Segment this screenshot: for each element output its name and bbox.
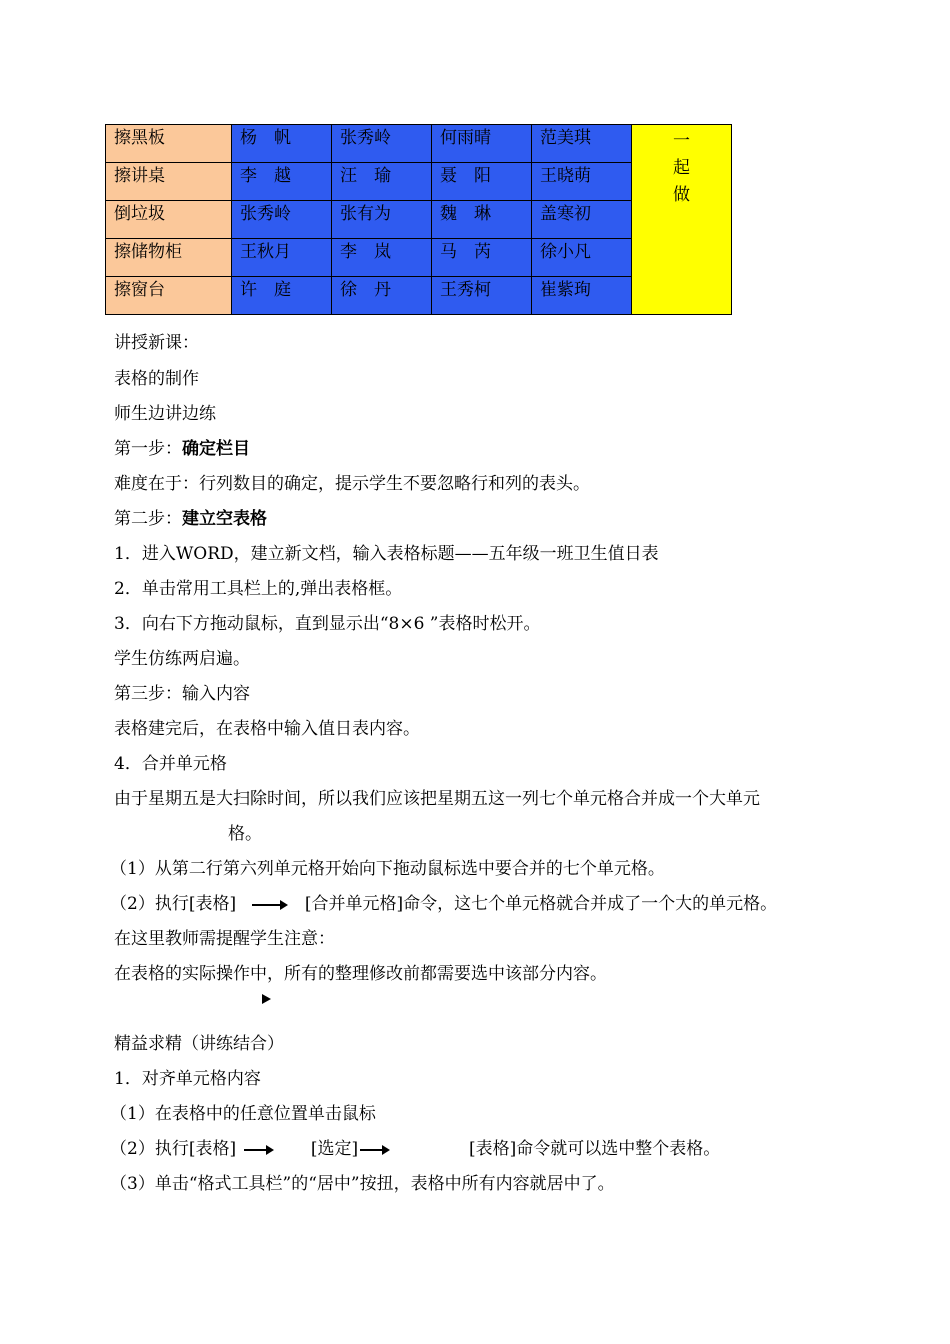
merged-cell bbox=[632, 125, 732, 315]
arrow-right-icon bbox=[250, 898, 290, 912]
line-sub1: （1）从第二行第六列单元格开始向下拖动鼠标选中要合并的七个单元格。 bbox=[110, 859, 665, 879]
name-cell: 王秀柯 bbox=[432, 277, 532, 315]
line-refine: 精益求精（讲练结合） bbox=[114, 1034, 284, 1054]
task-cell: 擦储物柜 bbox=[106, 239, 232, 277]
name-cell: 盖寒初 bbox=[532, 201, 632, 239]
table-row bbox=[106, 125, 732, 163]
line-item3: 3．向右下方拖动鼠标，直到显示出“8×6 ”表格时松开。 bbox=[114, 614, 541, 634]
name-cell: 王晓萌 bbox=[532, 163, 632, 201]
line-reason: 由于星期五是大扫除时间，所以我们应该把星期五这一列七个单元格合并成一个大单元 bbox=[114, 789, 760, 809]
line-align-sub1: （1）在表格中的任意位置单击鼠标 bbox=[110, 1104, 376, 1124]
name-cell: 徐小凡 bbox=[532, 239, 632, 277]
line-reason-cont: 格。 bbox=[228, 824, 262, 844]
name-cell: 王秋月 bbox=[232, 239, 332, 277]
line-sub2: （2）执行[表格] [合并单元格]命令，这七个单元格就合并成了一个大的单元格。 bbox=[110, 894, 778, 914]
line-align-sub3: （3）单击“格式工具栏”的“居中”按扭，表格中所有内容就居中了。 bbox=[110, 1174, 615, 1194]
task-cell: 擦黑板 bbox=[106, 125, 232, 163]
line-align-sub2: （2）执行[表格] [选定] [表格]命令就可以选中整个表格。 bbox=[110, 1139, 721, 1159]
line-item2: 2．单击常用工具栏上的,弹出表格框。 bbox=[114, 579, 403, 599]
line-input: 表格建完后，在表格中输入值日表内容。 bbox=[114, 719, 420, 739]
name-cell: 张秀岭 bbox=[332, 125, 432, 163]
line-step1: 第一步：确定栏目 bbox=[114, 439, 250, 459]
triangle-right-icon bbox=[262, 994, 271, 1004]
line-step2: 第二步：建立空表格 bbox=[114, 509, 267, 529]
line-note: 在这里教师需提醒学生注意： bbox=[114, 929, 335, 949]
name-cell: 杨 帆 bbox=[232, 125, 332, 163]
name-cell: 马 芮 bbox=[432, 239, 532, 277]
name-cell: 李 越 bbox=[232, 163, 332, 201]
name-cell: 范美琪 bbox=[532, 125, 632, 163]
line-align: 1．对齐单元格内容 bbox=[114, 1069, 261, 1089]
arrow-right-icon bbox=[242, 1143, 276, 1157]
arrow-right-icon bbox=[358, 1143, 392, 1157]
duty-table bbox=[105, 124, 732, 315]
line-step3: 第三步：输入内容 bbox=[114, 684, 250, 704]
name-cell: 张秀岭 bbox=[232, 201, 332, 239]
name-cell: 许 庭 bbox=[232, 277, 332, 315]
line-difficulty: 难度在于：行列数目的确定，提示学生不要忽略行和列的表头。 bbox=[114, 474, 590, 494]
line-imitate: 学生仿练两启遍。 bbox=[114, 649, 250, 669]
name-cell: 李 岚 bbox=[332, 239, 432, 277]
name-cell: 聂 阳 bbox=[432, 163, 532, 201]
line-item4: 4．合并单元格 bbox=[114, 754, 227, 774]
name-cell: 魏 琳 bbox=[432, 201, 532, 239]
task-cell: 擦窗台 bbox=[106, 277, 232, 315]
merged-char: 做 bbox=[673, 185, 690, 205]
merged-char: 一 bbox=[673, 131, 690, 151]
name-cell: 何雨晴 bbox=[432, 125, 532, 163]
line-practice: 师生边讲边练 bbox=[114, 404, 216, 424]
line-note-detail: 在表格的实际操作中，所有的整理修改前都需要选中该部分内容。 bbox=[114, 964, 607, 984]
name-cell: 崔紫珣 bbox=[532, 277, 632, 315]
line-item1: 1．进入WORD，建立新文档，输入表格标题——五年级一班卫生值日表 bbox=[114, 544, 659, 564]
merged-char: 起 bbox=[673, 158, 690, 178]
name-cell: 张有为 bbox=[332, 201, 432, 239]
task-cell: 倒垃圾 bbox=[106, 201, 232, 239]
line-topic: 表格的制作 bbox=[114, 369, 199, 389]
name-cell: 汪 瑜 bbox=[332, 163, 432, 201]
task-cell: 擦讲桌 bbox=[106, 163, 232, 201]
name-cell: 徐 丹 bbox=[332, 277, 432, 315]
line-lecture: 讲授新课： bbox=[114, 333, 199, 353]
